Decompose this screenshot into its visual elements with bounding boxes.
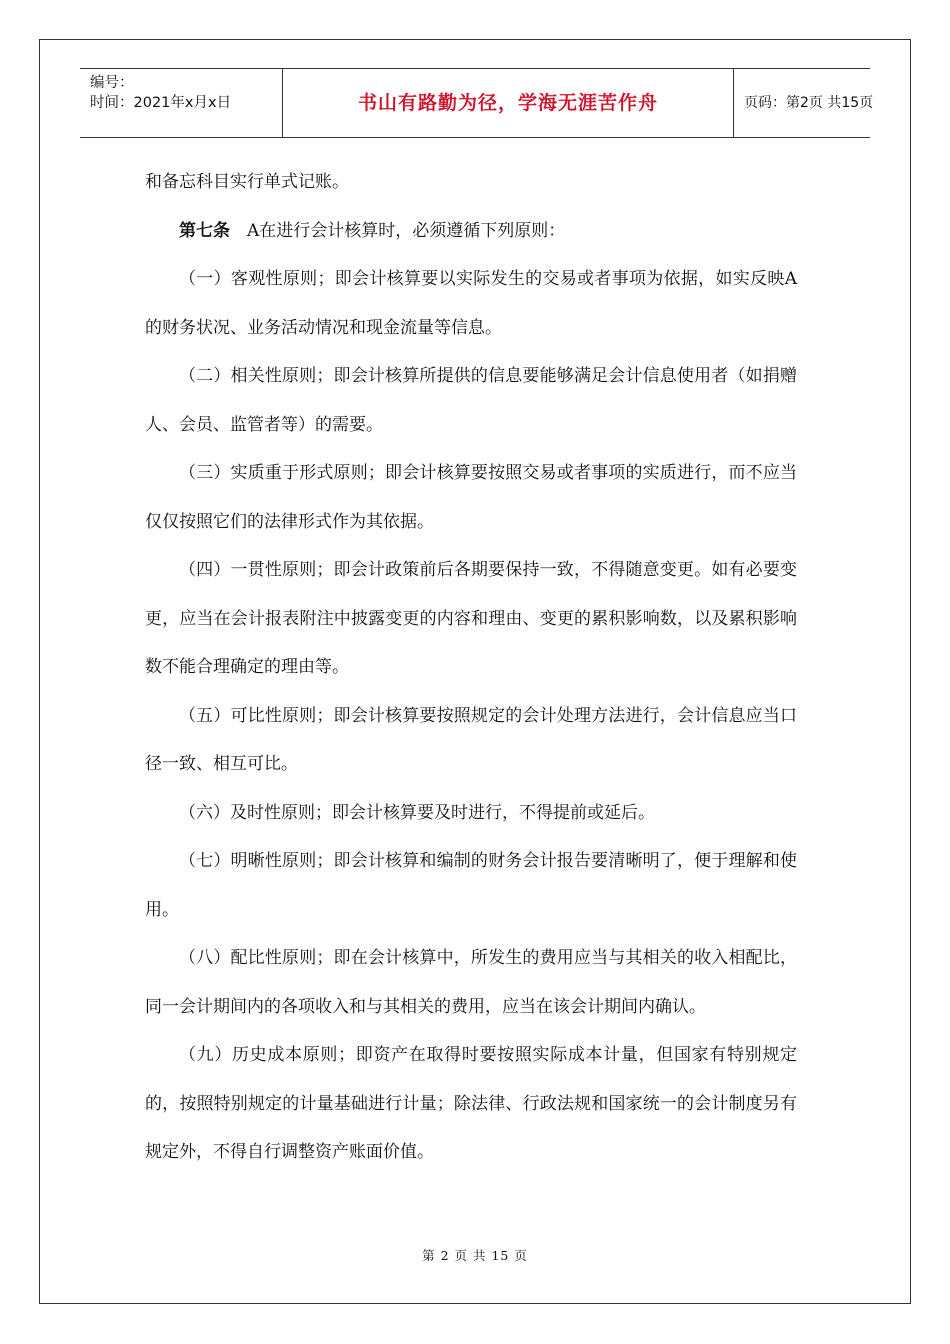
principle-item: （一）客观性原则；即会计核算要以实际发生的交易或者事项为依据，如实反映A的财务状况、业务活动情况和现金流量等信息。 — [145, 269, 797, 338]
principle-item: （二）相关性原则；即会计核算所提供的信息要能够满足会计信息使用者（如捐赠人、会员、监管者等）的需要。 — [145, 366, 797, 435]
principle-item: （五）可比性原则；即会计核算要按照规定的会计处理方法进行，会计信息应当口径一致、相互可比。 — [145, 705, 797, 774]
document-date: 时间：2021年x月x日 — [90, 95, 232, 111]
document-body — [145, 158, 797, 1177]
principle-item: （六）及时性原则；即会计核算要及时进行，不得提前或延后。 — [179, 802, 655, 823]
page-footer: 第 2 页 共 15 页 — [422, 1248, 528, 1263]
principle-item: （三）实质重于形式原则；即会计核算要按照交易或者事项的实质进行，而不应当仅仅按照它们的法律形式作为其依据。 — [145, 463, 797, 532]
principle-item: （七）明晰性原则；即会计核算和编制的财务会计报告要清晰明了，便于理解和使用。 — [145, 851, 797, 920]
article-label: 第七条 — [179, 220, 230, 241]
header-meta — [80, 69, 282, 137]
header-motto: 书山有路勤为径，学海无涯苦作舟 — [282, 69, 734, 137]
header-page-info: 页码：第2页 共15页 — [744, 95, 874, 111]
page-header — [80, 68, 874, 138]
article-text: A在进行会计核算时，必须遵循下列原则： — [230, 220, 566, 241]
document-number-label: 编号： — [90, 75, 134, 91]
paragraph-continuation: 和备忘科目实行单式记账。 — [145, 172, 349, 192]
article-paragraph — [145, 207, 797, 256]
principle-item: （九）历史成本原则；即资产在取得时要按照实际成本计量，但国家有特别规定的，按照特别规定的计量基础进行计量；除法律、行政法规和国家统一的会计制度另有规定外，不得自行调整资产账面价值。 — [145, 1045, 797, 1162]
principle-item: （八）配比性原则；即在会计核算中，所发生的费用应当与其相关的收入相配比，同一会计期间内的各项收入和与其相关的费用，应当在该会计期间内确认。 — [145, 948, 797, 1017]
principle-item: （四）一贯性原则；即会计政策前后各期要保持一致，不得随意变更。如有必要变更，应当在会计报表附注中披露变更的内容和理由、变更的累积影响数，以及累积影响数不能合理确定的理由等。 — [145, 560, 797, 677]
